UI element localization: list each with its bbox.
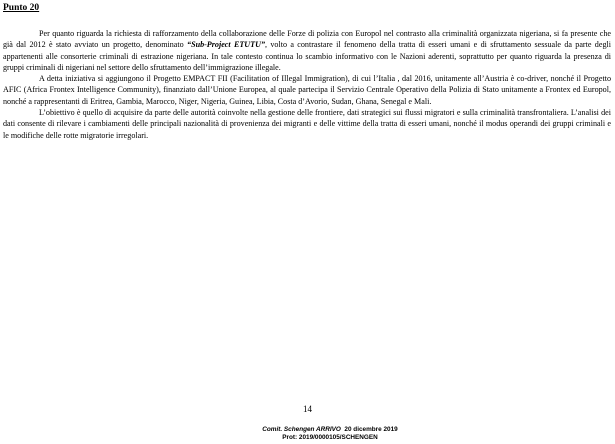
section-heading: Punto 20 [3, 3, 40, 13]
stamp-date: 20 dicembre 2019 [344, 426, 398, 433]
stamp-committee: Comit. Schengen ARRIVO [262, 426, 341, 433]
stamp-line-1 [200, 426, 460, 434]
paragraph-objective: L’obiettivo è quello di acquisire da parte delle autorità coinvolte nella gestione delle frontiere, dati strategici sui flussi migratori e sulla criminalità transfrontaliera. L’analisi dei dati consente di rilevare i cambiamenti delle principali nazionalità di provenienza dei migranti e delle vittime della tratta di esseri umani, nonché il modus operandi dei gruppi criminali e le modifiche delle rotte migratorie irregolari. [3, 108, 611, 140]
stamp-protocol: Prot: 2019/0000105/SCHENGEN [282, 434, 378, 441]
paragraph-1-before: Per quanto riguarda la richiesta di rafforzamento della collaborazione delle Forze di polizia con Europol nel contrasto alla criminalità organizzata nigeriana, si fa presente che già dal 2012 è stato avviato un progetto, denominato [3, 29, 611, 50]
paragraph-empact-afic: A detta iniziativa si aggiungono il Progetto EMPACT FII (Facilitation of Illegal Immigration), di cui l’Italia , dal 2016, unitamente all’Austria è co-driver, nonché il Progetto AFIC (Africa Frontex Intelligence Community), finanziato dall’Unione Europea, al quale partecipa il Servizio Centrale Operativo della Polizia di Stato unitamente a Frontex ed Europol, nonché a rappresentanti di Eritrea, Gambia, Marocco, Niger, Nigeria, Guinea, Libia, Costa d’Avorio, Sudan, Ghana, Senegal e Mali. [3, 74, 611, 106]
page-number: 14 [303, 404, 312, 414]
protocol-stamp [200, 426, 460, 442]
document-body [3, 28, 611, 141]
paragraph-1-after: , volto a contrastare il fenomeno della tratta di esseri umani e di sfruttamento sessuale da parte degli appartenenti alle consorterie criminali di estrazione nigeriana. In tale contesto continua lo scambio informativo con le Nazioni aderenti, soprattutto per quanto riguarda la presenza di gruppi criminali di nigeriani nel settore dello sfruttamento dell’immigrazione illegale. [3, 40, 611, 72]
project-name-emphasis: “Sub-Project ETUTU” [187, 40, 265, 50]
paragraph-europol-etutu [3, 28, 611, 73]
